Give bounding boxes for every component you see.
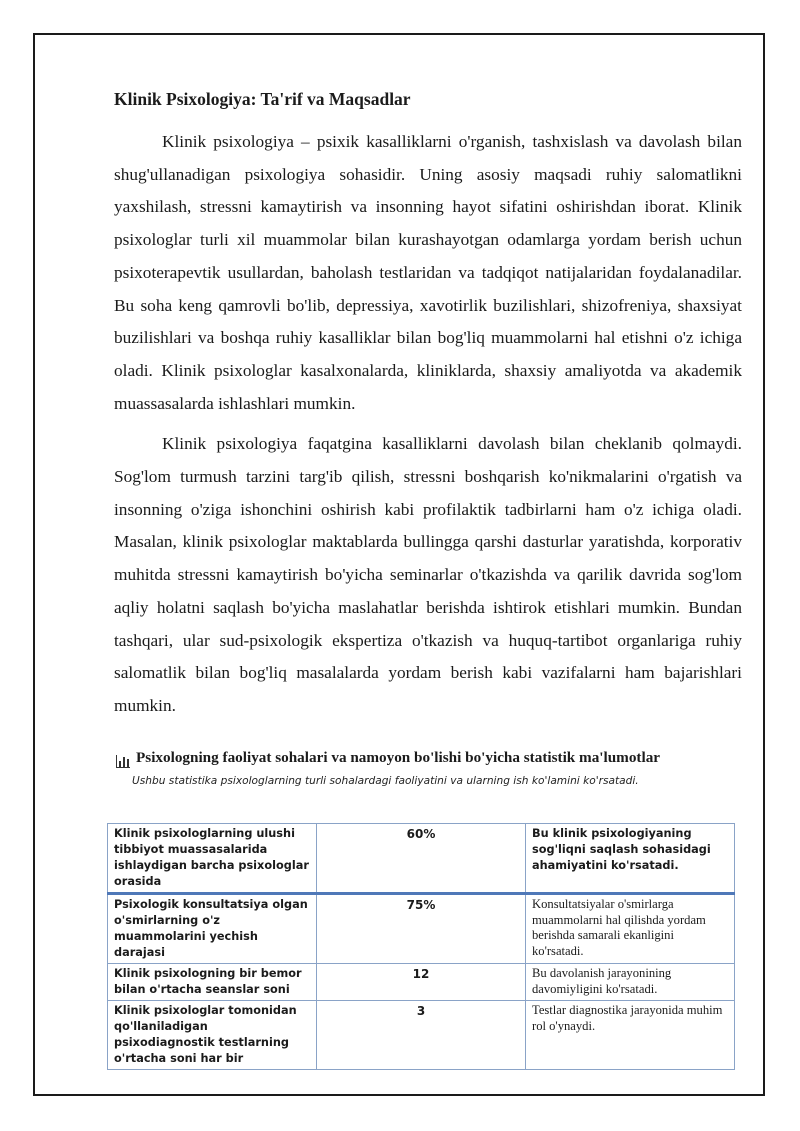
document-title: Klinik Psixologiya: Ta'rif va Maqsadlar <box>114 89 411 109</box>
row-note: Konsultatsiyalar o'smirlarga muammolarni hal qilishda yordam berishda samarali ekanligini ko'rsatadi. <box>526 894 735 964</box>
row-note: Bu davolanish jarayonining davomiyligini ko'rsatadi. <box>526 964 735 1001</box>
row-value: 60% <box>317 824 526 894</box>
paragraph-1: Klinik psixologiya – psixik kasalliklarni o'rganish, tashxislash va davolash bilan shug'ullanadigan psixologiya sohasidir. Uning asosiy maqsadi ruhiy salomatlikni yaxshilash, stressni kamaytirish va insonning hayot sifatini oshirishdan iborat. Klinik psixologlar turli xil muammolar bilan kurashayotgan odamlarga yordam berish uchun psixoterapevtik usullardan, baholash testlaridan va tadqiqot natijalaridan foydalanadilar. Bu soha keng qamrovli bo'lib, depressiya, xavotirlik buzilishlari, shizofreniya, shaxsiyat buzilishlari va boshqa ruhiy kasalliklar bilan bog'liq muammolarni hal etishni o'z ichiga oladi. Klinik psixologlar kasalxonalarda, kliniklarda, shaxsiy amaliyotda va akademik muassasalarda ishlashlari mumkin. <box>114 132 742 413</box>
row-note: Testlar diagnostika jarayonida muhim rol o'ynaydi. <box>526 1001 735 1070</box>
row-value: 12 <box>317 964 526 1001</box>
row-value: 3 <box>317 1001 526 1070</box>
document-body <box>114 84 742 790</box>
row-label: Klinik psixologning bir bemor bilan o'rtacha seanslar soni <box>108 964 317 1001</box>
row-note: Bu klinik psixologiyaning sog'liqni saqlash sohasidagi ahamiyatini ko'rsatadi. <box>526 824 735 894</box>
row-label: Klinik psixologlarning ulushi tibbiyot muassasalarida ishlaydigan barcha psixologlar orasida <box>108 824 317 894</box>
statistics-table <box>107 823 735 1070</box>
bar-chart-icon <box>116 751 130 764</box>
row-label: Psixologik konsultatsiya olgan o'smirlarning o'z muammolarini yechish darajasi <box>108 894 317 964</box>
table-row <box>108 894 735 964</box>
row-label: Klinik psixologlar tomonidan qo'llaniladigan psixodiagnostik testlarning o'rtacha soni har bir <box>108 1001 317 1070</box>
table-row <box>108 1001 735 1070</box>
statistics-subtitle: Ushbu statistika psixologlarning turli sohalardagi faoliyatini va ularning ish ko'lamini ko'rsatadi. <box>132 774 639 787</box>
paragraph-2: Klinik psixologiya faqatgina kasalliklarni davolash bilan cheklanib qolmaydi. Sog'lom turmush tarzini targ'ib qilish, stressni boshqarish ko'nikmalarini o'rgatish va insonning o'ziga ishonchini oshirish kabi profilaktik tadbirlarni ham o'z ichiga oladi. Masalan, klinik psixologlar maktablarda bullingga qarshi dasturlar yaratishda, korporativ muhitda stressni kamaytirish bo'yicha seminarlar o'tkazishda va qarilik davrida sog'lom aqliy holatni saqlash bo'yicha maslahatlar berishda ishtirok etishlari mumkin. Bundan tashqari, ular sud-psixologik ekspertiza o'tkazish va huquq-tartibot organlariga ruhiy salomatlik bilan bog'liq masalalarda yordam berish kabi vazifalarni ham bajarishlari mumkin. <box>114 434 742 715</box>
statistics-heading <box>116 745 742 771</box>
table-row <box>108 964 735 1001</box>
statistics-heading-text: Psixologning faoliyat sohalari va namoyon bo'lishi bo'yicha statistik ma'lumotlar <box>136 748 661 766</box>
row-value: 75% <box>317 894 526 964</box>
table-row <box>108 824 735 894</box>
